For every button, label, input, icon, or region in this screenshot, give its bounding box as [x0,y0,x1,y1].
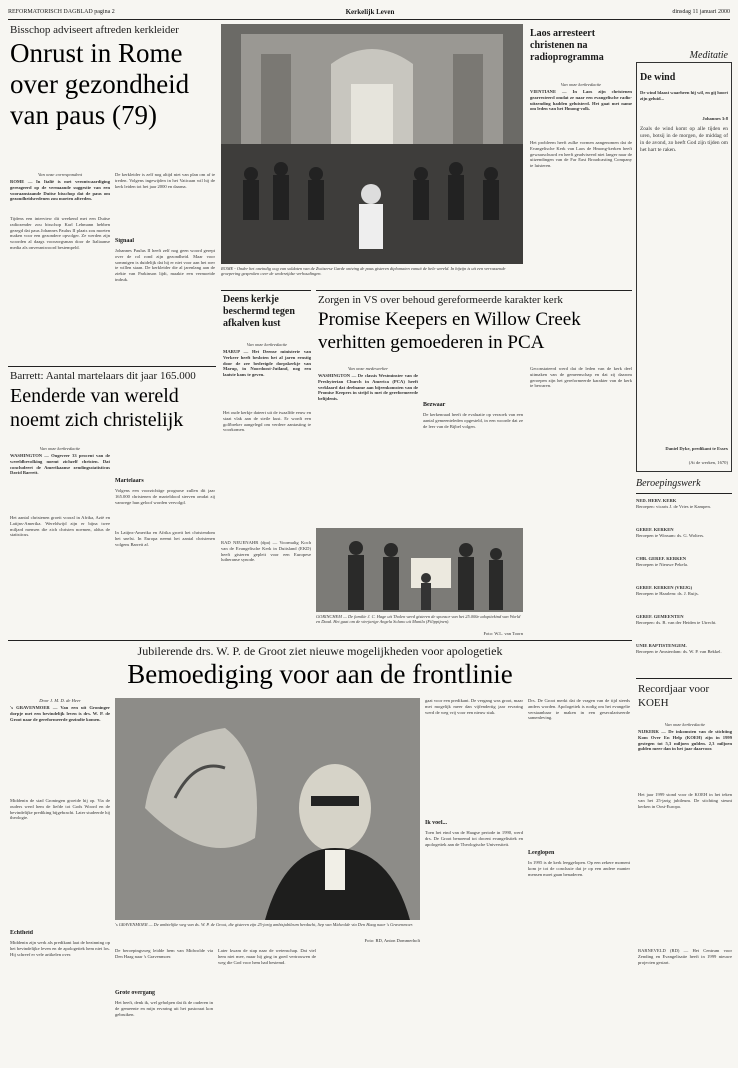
gorinchem-caption: GORINCHEM — De familie J. C. Hage uit Tholen werd gisteren de sponsor van het 25.000e adoptiekind van World en Daad. Het gaat om de vierjarige Angela Solano uit Manila (Filippijnen). [316,614,521,625]
rome-photo-illustration [221,24,523,264]
meditatie-ref: Johannes 3:8 [702,116,728,121]
promise-kicker: Zorgen in VS over behoud gereformeerde karakter kerk [318,294,563,306]
beroeping-text: Beroepen te Nieuwe Pekela. [636,561,689,567]
beroeping-item [636,585,732,614]
deens-rule [221,290,311,291]
groot-byline: Door J. M. D. de Heer [39,698,81,703]
meditatie-author-note: (At de werken, 1670) [688,460,728,465]
beroeping-text: Beroepen: vicaris J. de Vries te Kampen. [636,503,711,509]
deens-headline: Deens kerkje beschermd tegen afkalven kust [223,294,295,329]
barrett-body-extra: Het aantal christenen groeit vooral in Afrika, Azië en Latijns-Amerika. Wereldwijd zijn er bijna twee miljard mensen die zich christen noemen, aldus de statisticus. [10,515,110,538]
meditatie-title: De wind [640,72,676,83]
rome-body-2-top: De kerkleider is zelf nog altijd niet van plan om af te treden. Volgens ingewijden in het Vaticaan wil hij de kerk leiden tot het jaar 2000 en daarna. [115,172,215,189]
groot-subhead-3: Ik voel... [425,820,448,826]
rome-photo-caption: ROME - Onder het oneindig oog van soldaten van de Zwitserse Garde ontving de paus gisteren diplomaten vanuit de hele wereld. In bijzijn is uit een verrassende groepering gesproken over de wederzijdse verhoudingen. [221,266,506,277]
beroeping-kerk: GEREF. GEMEENTEN [636,614,684,619]
promise-rule [316,290,632,291]
beroeping-rule [636,493,732,494]
rome-headline: Onrust in Rome over gezondheid van paus (79) [10,38,190,130]
header-date: dinsdag 11 januari 2000 [672,9,730,15]
laos-body: Het probleem heeft zulke vormen aangenomen dat de Evangelische Kerk van Laos de Hmong-kerken heeft gewaarschuwd en heeft geadviseerd niet langer naar de uitzendingen van de Far East Broadcasting Company te luisteren. [530,140,632,169]
groot-col3-lower: De beroepingsweg leidde hem van Midwolde via Den Haag naar 's Gravenmoer. [115,948,213,959]
beroeping-text: Beroepen te Haarlem: ds. J. Ruijs. [636,590,699,596]
beroeping-item [636,643,732,672]
beroeping-kerk: GEREF. KERKEN (VRIJG) [636,585,693,590]
beroeping-text: Beroepen te Winsum: ds. G. Wolters. [636,532,705,538]
beroeping-item [636,556,732,585]
groot-col4b: Later kwam de stap naar de wetenschap. Dat viel hem niet mee, maar hij ging in goed vertrouwen de weg die God voor hem had bestemd. [218,948,316,965]
groot-headline: Bemoediging voor aan de frontlinie [127,659,513,689]
groot-col6-top: Drs. De Groot merkt dat de vragen van de tijd steeds anders worden. Apologetiek is nodig om het evangelie verstaanbaar te maken in een geseculariseerde samenleving. [528,698,630,721]
barrett-col3: In Latijns-Amerika en Afrika groeit het christendom het snelst. In Europa neemt het aantal christenen volgens Barrett af. [115,530,215,547]
meditatie-quote: De wind blaast waarheen hij wil, en gij hoort zijn geluid... [640,90,728,101]
barrett-rule [8,366,216,367]
meditatie-author: Daniel Dyke, predikant te Essex [665,446,728,451]
rome-body-2: Johannes Paulus II heeft zelf nog geen woord gerept over de rol rond zijn gezondheid. Maar voor sommigen is duidelijk dat hij er niet voor aan het roer te willen staan. De kerkleider die al jarenlang aan de ziekte van Parkinson lijdt, maakte een vermoeide indruk. [115,248,215,282]
rome-photo [221,24,523,264]
beroeping-text: Beroepen: ds. B. van der Heiden te Utrecht. [636,619,717,625]
groot-col5: Toen het eind van de Haagse periode in 1990, werd drs. De Groot benoemd tot docent evangelistiek en apologetiek aan de Theologische Universiteit. [425,830,523,847]
deens-body: Het oude kerkje dateert uit de twaalfde eeuw en staat vlak aan de steile kust. Er wordt een golfbreker aangelegd om verdere aantasting te voorkomen. [223,410,311,433]
promise-body: De kerkenraad heeft de evaluatie op verzoek van een aantal gemeenteleden opgesteld, in een woorde dat ze de leer van de Bijbel volgen. [423,412,523,429]
groot-subhead-2: Grote overgang [115,990,156,996]
koeh-headline: Recordjaar voor KOEH [638,683,710,709]
rome-kicker: Bisschop adviseert aftreden kerkleider [10,24,179,36]
promise-subhead: Bezwaar [423,402,446,408]
koeh-barneveld: BARNEVELD (RD) — Het Centrum voor Zending en Evangelisatie heeft in 1999 nieuwe projecten gestart. [638,948,732,965]
rad-neuenahr: RAD NEUENAHR (dpa) — Voormalig Koch van de Evangelische Kerk in Duitsland (EKD) heeft gisteren gepleit voor een Europese lutheranse synode. [221,540,311,563]
meditatie-label: Meditatie [689,50,728,61]
rome-subhead: Signaal [115,238,135,244]
groot-kicker: Jubilerende drs. W. P. de Groot ziet nieuwe mogelijkheden voor apologetiek [137,644,503,658]
beroeping-list [636,498,732,674]
barrett-kicker: Barrett: Aantal martelaars dit jaar 165.000 [10,370,196,382]
promise-col3: Geconstateerd werd dat de leden van de kerk deel uitmaken van de gemeenschap en dat zij daarom geroepen zijn het gereformeerde karakter van de kerk te bewaren. [530,366,632,389]
koeh-rule [636,678,732,679]
groot-photo [115,698,420,920]
koeh-lead: NIJKERK — De inkomsten van de stichting Kom Over En Help (KOEH) zijn in 1999 gestegen tot 5,3 miljoen gulden. 2,3 miljoen gulden meer dan in het jaar daarvoor. [638,729,732,752]
groot-photo-caption: 's GRAVENMOER — De ambtelijke weg van ds. W. P. de Groot, die gisteren zijn 25-jarig ambtsjubileum herdacht, liep van Midwolde via Den Haag naar 's Gravenmoer. [115,922,413,927]
groot-rule [8,640,632,641]
promise-headline: Promise Keepers en Willow Creek verhitten gemoederen in PCA [318,309,581,353]
laos-headline: Laos arresteert christenen na radioprogramma [530,28,604,63]
groot-photo-illustration [115,698,420,920]
groot-col4: Het heeft, denk ik, wel geholpen dat ik de ouderen in de gemeente en mijn ervaring uit het pastoraat kon gebruiken. [115,1000,213,1017]
barrett-lead: WASHINGTON — Ongeveer 33 procent van de wereldbevolking noemt zichzelf christen. Dat concludeert de Amerikaanse zendingsstatisticus David Barrett. [10,453,110,476]
gorinchem-photo [316,528,523,612]
beroeping-item [636,498,732,527]
barrett-byline: Van onze kerkredactie [39,446,81,451]
gorinchem-photo-illustration [316,528,523,612]
groot-subhead-4: Leeglopen [528,850,555,856]
barrett-body: Volgens een voorzichtige prognose zullen dit jaar 165.000 christenen de marteldood sterven omdat zij vanwege hun geloof worden vervolgd. [115,488,215,505]
groot-body-extra: Middenin de stad Groningen groeide hij op. Via de ouders werd hem de liefde tot Gods Woord en de bevindelijke prediking bijgebracht. Later studeerde hij theologie. [10,798,110,821]
beroeping-text: Beroepen te Amsterdam: ds. W. P. van Bekkel. [636,648,722,654]
header-section: Kerkelijk Leven [345,8,395,16]
groot-col6: In 1995 is de kerk leeggelopen. Op een zekere moment kom je tot de conclusie dat je op een andere manier mensen moet gaan benaderen. [528,860,630,877]
header-left: REFORMATORISCH DAGBLAD pagina 2 [8,9,115,15]
beroeping-kerk: UNIE BAPTISTENGEM. [636,643,687,648]
deens-lead: MARUP — Het Deense ministerie van Verkeer heeft besloten het al jaren ernstig door de zee bedreigde dorpskerkje van Marup, in Noordoost-Jutland, nog een laatste kans te geven. [223,349,311,378]
koeh-body: Het jaar 1999 stond voor de KOEH in het teken van het 25-jarig jubileum. De stichting steunt kerken in Oost-Europa. [638,792,732,809]
beroeping-item [636,527,732,556]
laos-byline: Van onze kerkredactie [560,82,602,87]
barrett-subhead: Martelaars [115,478,144,484]
deens-byline: Van onze kerkredactie [246,342,288,347]
beroeping-kerk: CHR. GEREF. KERKEN [636,556,687,561]
meditatie-body: Zoals de wind komt op alle tijden en uren, botsij in de morgen, de middag of in de avond, zo heeft God zijn tijden om het hart te raken. [640,126,728,153]
beroeping-item [636,614,732,643]
rome-lead: ROME — In Italië is met verontwaardiging gereageerd op de vermaande suggestie van een vooraanstaande Duitse bisschop dat de paus om gezondheidsredenen zou moeten aftreden. [10,179,110,202]
groot-subhead: Echtheid [10,930,34,936]
groot-credit: Foto: RD, Anton Dommerholt [364,938,420,943]
beroeping-label: Beroepingswerk [636,478,701,489]
gorinchem-credit: Foto: W.L. van Toorn [483,631,523,636]
header-rule [8,19,730,20]
barrett-headline: Eenderde van wereld noemt zich christelijk [10,385,184,431]
laos-lead: VIENTIANE — In Laos zijn christenen gearresteerd omdat ze naar een evangelische radio-uitzending hadden geluisterd. Het gaat met name om leden van het Hmong-volk. [530,89,632,112]
beroeping-kerk: NED. HERV. KERK [636,498,677,503]
rome-body-1: Tijdens een interview dit weekend met een Duitse radiozender zou bisschop Karl Lehmann hebben gezegd dat paus Johannes Paulus II plaats zou moeten maken voor een gezondere opvolger. Ze werden zijn woorden al daags voorzorgsman door de Italiaanse media als onverantwoord bestempeld. [10,216,110,250]
groot-lead: 's GRAVENMOER — Van een uit Groninger dorpje met een bevindelijk leven is drs. W. P. de Groot naar de gereformeerde gezindte komen. [10,705,110,722]
beroeping-kerk: GEREF. KERKEN [636,527,674,532]
groot-body: Middenin zijn werk als predikant laat de bezinning op het bevindelijke leven en de apologetiek hem niet los. Hij schreef er vele artikelen over. [10,940,110,957]
rome-byline: Van onze correspondent [38,172,82,177]
koeh-byline: Van onze kerkredactie [664,722,706,727]
groot-col3: gaat voor een predikant. De vergang was groot, maar met mogelijk meer dan vijfendertig jaar ervaring werd de weg vrij voor een nieuw stuk. [425,698,523,715]
promise-byline: Van onze medewerker [347,366,389,371]
promise-lead: WASHINGTON — De classis Westminster van de Presbyterian Church in America (PCA) heeft verklaard dat deelname aan bijeenkomsten van de Promise Keepers in strijd is met de gereformeerde belijdenis. [318,373,418,402]
